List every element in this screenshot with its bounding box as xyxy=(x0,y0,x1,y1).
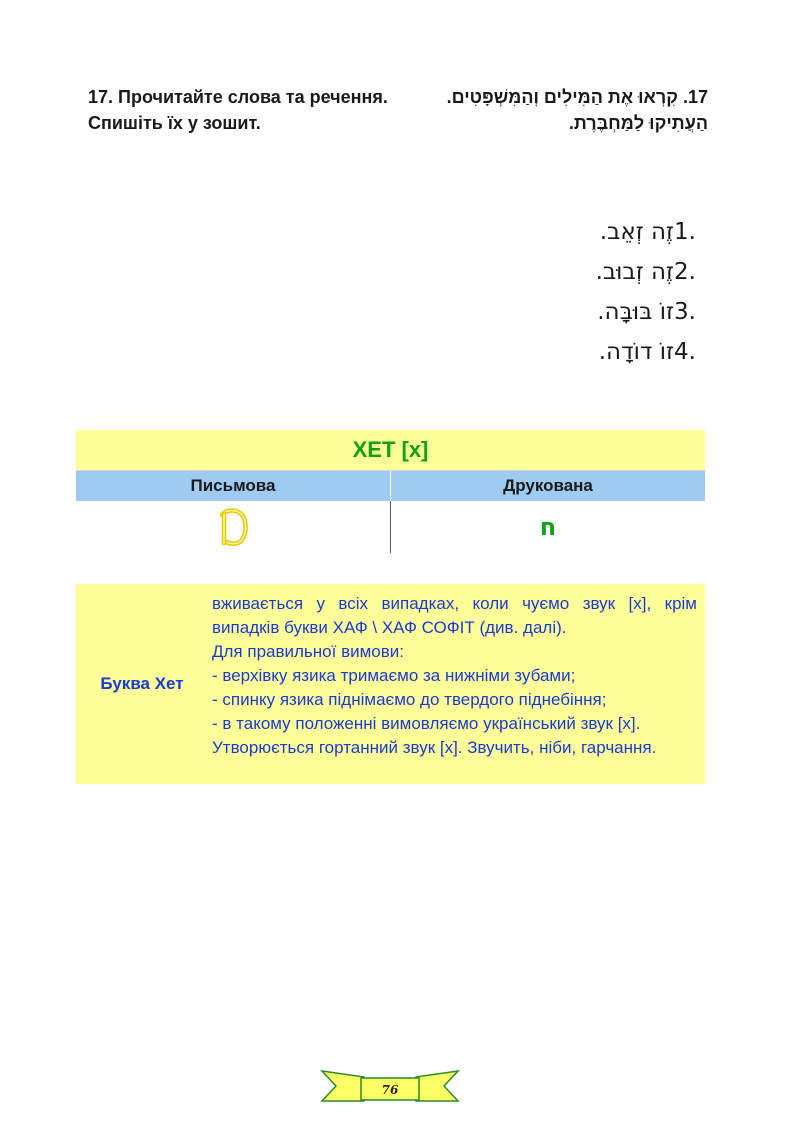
description-line: Для правильної вимови: xyxy=(212,642,404,661)
hebrew-sentence: זוֹ דוֹדָה. xyxy=(598,339,674,365)
list-item xyxy=(440,292,708,332)
column-written-header: Письмова xyxy=(76,471,391,501)
hebrew-sentence: זוֹ בּוּבָּה. xyxy=(597,299,674,325)
printed-letter: ח xyxy=(539,513,557,541)
letter-table xyxy=(76,430,705,553)
item-number: 3. xyxy=(674,299,696,325)
description-line: - в такому положенні вимовляємо український звук [х]. xyxy=(212,714,641,733)
written-letter-cell xyxy=(76,501,391,553)
instruction-hebrew: 17. קִרְאוּ אֶת הַמִּילִים וְהַמִּשְׁפָּטִים. הַעֲתִיקוּ לַמַּחְבֶּרֶת. xyxy=(446,87,708,133)
description-line: вживається у всіх випадках, коли чуємо звук [х], крім випадків букви ХАФ \ ХАФ СОФІТ (див. далі). xyxy=(212,594,697,637)
description-text xyxy=(208,584,705,784)
description-label: Буква Хет xyxy=(100,674,184,693)
handwritten-chet-icon xyxy=(216,507,250,547)
letter-table-header xyxy=(76,470,705,501)
letter-title: ХЕТ [х] xyxy=(76,430,705,470)
list-item xyxy=(440,212,708,252)
description-line: Утворюється гортанний звук [х]. Звучить, ніби, гарчання. xyxy=(212,738,657,757)
letter-table-row xyxy=(76,501,705,553)
hebrew-sentence: זֶה זְבוּב. xyxy=(595,259,674,285)
printed-letter-cell xyxy=(391,501,705,553)
item-number: 4. xyxy=(674,339,696,365)
item-number: 2. xyxy=(674,259,696,285)
list-item xyxy=(440,252,708,292)
description-line: - спинку язика піднімаємо до твердого піднебіння; xyxy=(212,690,607,709)
column-printed-header: Друкована xyxy=(503,476,593,495)
hebrew-sentence: זֶה זְאֵב. xyxy=(599,219,674,245)
item-number: 1. xyxy=(674,219,696,245)
sentence-list xyxy=(440,212,708,372)
list-item xyxy=(440,332,708,372)
description-line: - верхівку язика тримаємо за нижніми зубами; xyxy=(212,666,576,685)
instruction-ukrainian: 17. Прочитайте слова та речення. Спишіть їх у зошит. xyxy=(88,87,388,133)
page-number: 76 xyxy=(381,1083,399,1097)
description-table xyxy=(76,584,705,784)
